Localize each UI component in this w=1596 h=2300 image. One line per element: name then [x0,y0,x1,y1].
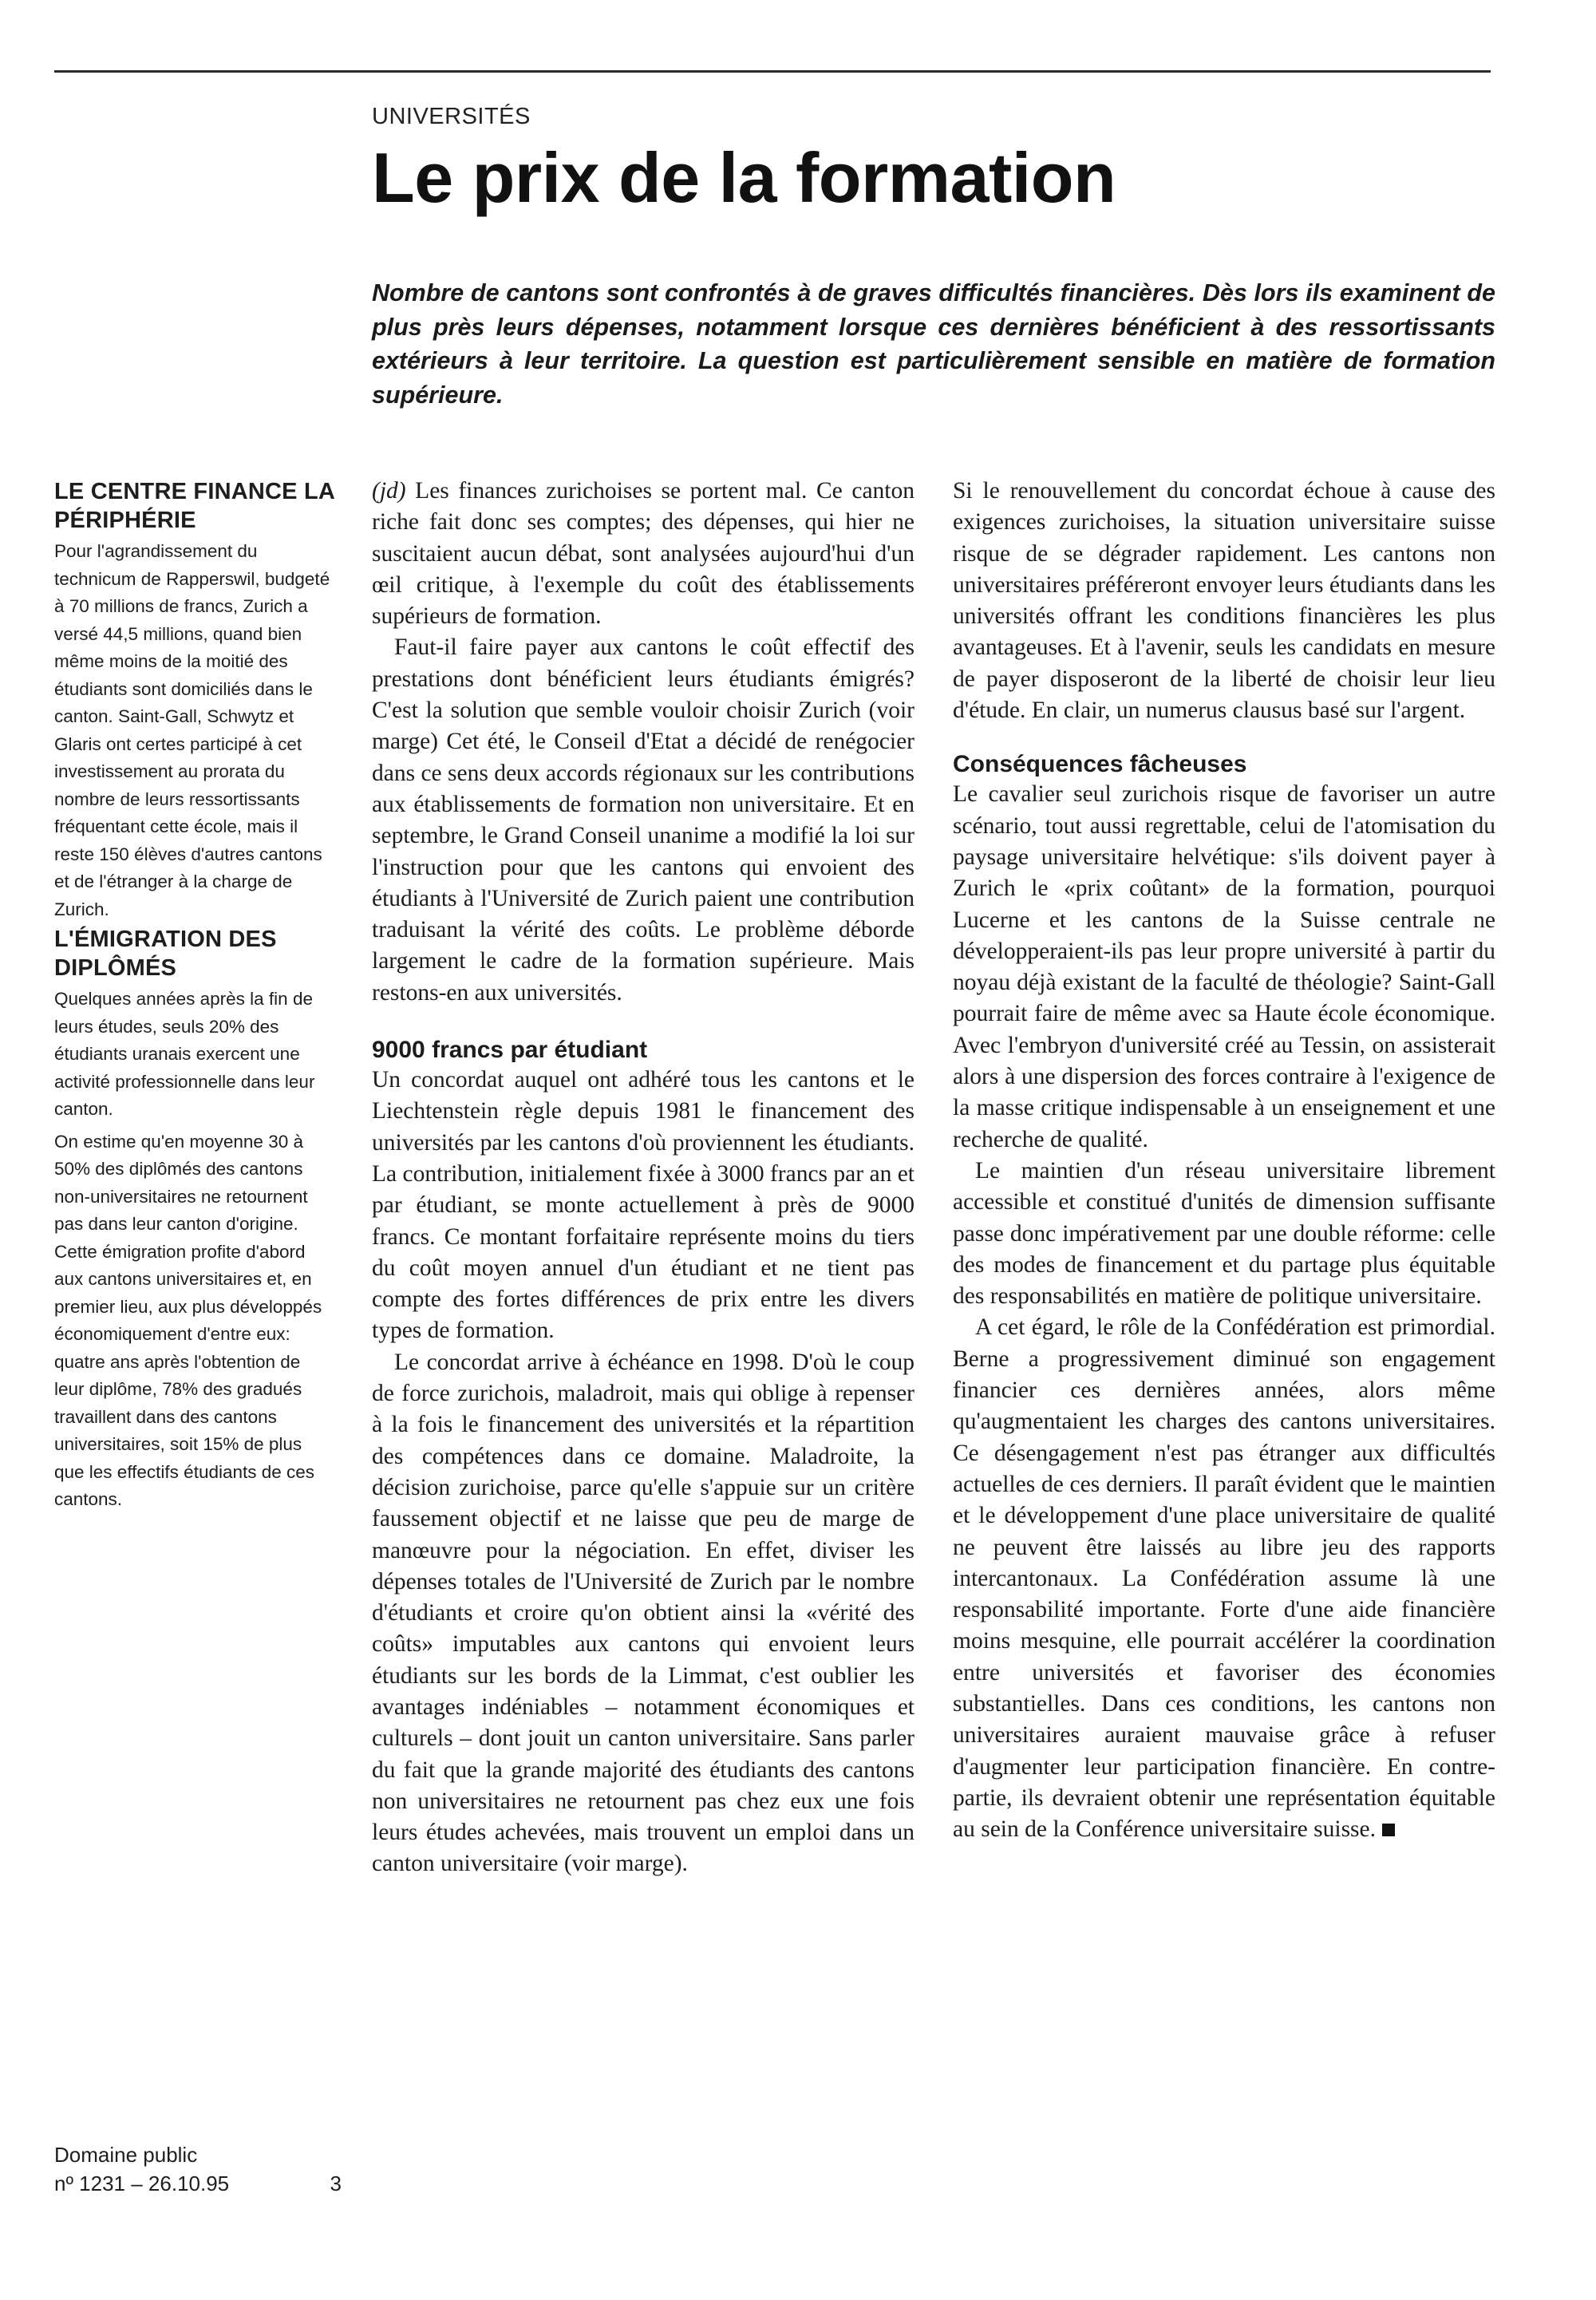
subheading-consequences: Conséquences fâcheuses [953,751,1247,778]
body-text: Les finances zurichoises se portent mal. Ce canton riche fait donc ses comptes; des dépenses, qui hier ne suscitaient aucun débat, sont analysées aujourd'hui d'un œil critique, à l'exemple du coût des établissements supérieurs de formation. [372,478,915,630]
page-number: 3 [330,2172,342,2195]
sidebar-heading-centre: LE CENTRE FINANCE LA PÉRIPHÉRIE [54,479,334,533]
sidebar-heading-emigration: L'ÉMIGRATION DES DIPLÔMÉS [54,927,277,981]
sidebar-paragraph: Quelques années après la fin de leurs études, seuls 20% des étudiants uranais exercent une activité professionnelle dans leur canton. [54,989,315,1119]
article-lead: Nombre de cantons sont confrontés à de graves difficultés financières. Dès lors ils examinent de plus près leurs dépenses, notamment lorsque ces dernières bénéficient à des ressortissants extérieurs à leur territoire. La question est particulièrement sensible en matière de formation supérieure. [372,279,1495,409]
body-paragraph: Le cavalier seul zurichois risque de favoriser un autre scénario, tout aussi regrettable, celui de l'atomisation du paysage universitaire helvétique: s'ils doivent payer à Zurich le «prix coûtant» de la formation, pourquoi Lucerne et les cantons de la Suisse centrale ne développeraient-ils pas leur propre université à partir du noyau déjà existant de la faculté de théologie? Saint-Gall pourrait faire de même avec sa Haute école économique. Avec l'embryon d'université créé au Tessin, on assisterait alors à une dispersion des forces contraire à l'exigence de la masse critique indispensable à un enseignement et une recherche de qualité. [953,781,1495,1152]
article-column-2 [953,476,1495,1845]
publication-name: Domaine public [54,2143,198,2167]
end-of-article-square-icon [1382,1824,1395,1836]
body-paragraph: Si le renouvellement du concordat échoue à cause des exigences zurichoises, la situation universitaire suisse risque de se dégrader rapidement. Les cantons non universitaires préféreront envoyer leurs étudiants dans les universités offrant les conditions financières les plus avantageuses. Et à l'avenir, seuls les candidats en mesure de payer disposeront de la liberté de choisir leur lieu d'étude. En clair, un numerus clausus basé sur l'argent. [953,478,1495,724]
article-column-1 [372,476,915,1880]
body-paragraph [953,1312,1495,1845]
body-paragraph: Un concordat auquel ont adhéré tous les cantons et le Liechtenstein règle depuis 1981 le financement des universités par les cantons d'où proviennent les étudiants. La contribution, initialement fixée à 3000 francs par an et par étudiant, se monte actuellement à près de 9000 francs. Ce montant forfaitaire représente moins du tiers du coût moyen annuel d'un étudiant et ne tient pas compte des fortes différences de prix entre les divers types de formation. [372,1067,915,1344]
page-footer [54,2140,342,2198]
issue-number-date: nº 1231 – 26.10.95 [54,2172,230,2195]
body-paragraph [372,476,915,632]
margin-sidebar [54,477,335,1514]
body-paragraph: Le concordat arrive à échéance en 1998. D'où le coup de force zurichois, maladroit, mais qui oblige à repenser à la fois le financement des universités et la répartition des compétences dans ce domaine. Maladroite, la décision zurichoise, parce qu'elle s'appuie sur un critère faussement objectif et ne laisse que peu de marge de manœuvre pour la négociation. En effet, diviser les dépenses totales de l'Université de Zurich par le nombre d'étudiants et croire qu'on obtient ainsi la «vérité des coûts» imputables aux cantons qui envoient leurs étudiants sur les bords de la Limmat, c'est oublier les avantages indéniables – notamment économiques et culturels – dont jouit un canton universitaire. Sans parler du fait que la grande majorité des étudiants des cantons non universitaires ne retournent pas chez eux une fois leurs études achevées, mais trouvent un emploi dans un canton universitaire (voir marge). [372,1349,915,1877]
body-paragraph: Faut-il faire payer aux cantons le coût effectif des prestations dont bénéficient leurs étudiants émigrés? C'est la solution que semble vouloir choisir Zurich (voir marge) Cet été, le Conseil d'Etat a décidé de renégocier dans ce sens deux accords régionaux sur les contributions aux établissements de formation non universitaire. Et en septembre, le Grand Conseil unanime a modifié la loi sur l'instruction pour que les cantons qui envoient des étudiants à l'Université de Zurich paient une contribution traduisant la vérité des coûts. Le problème déborde largement le cadre de la formation supérieure. Mais restons-en aux universités. [372,634,915,1006]
article-header [372,104,1497,219]
article-title: Le prix de la formation [372,138,1116,217]
subheading-9000-francs: 9000 francs par étudiant [372,1037,648,1064]
section-kicker: UNIVERSITÉS [372,104,531,129]
author-initials: (jd) [372,478,406,504]
body-text: A cet égard, le rôle de la Confédération est primordial. Berne a progressivement diminué son engagement financier ces dernières années, alors même qu'augmentaient les charges des cantons universitaires. Ce désengagement n'est pas étranger aux difficultés actuelles de ces derniers. Il paraît évident que le maintien et le développement d'une place universitaire de qualité ne peuvent être laissés au libre jeu des rapports intercantonaux. La Confédération assume là une responsabilité importante. Forte d'une aide financière moins mesquine, elle pourrait accélérer la coordination entre universités et favoriser des économies substantielles. Dans ces conditions, les cantons non universitaires auraient mauvaise grâce à refuser d'augmenter leur participation financière. En contre-partie, ils devraient obtenir une représentation équitable au sein de la Conférence universitaire suisse. [953,1314,1495,1843]
sidebar-paragraph: On estime qu'en moyenne 30 à 50% des diplômés des cantons non-universitaires ne retournent pas dans leur canton d'origine. Cette émigration profite d'abord aux cantons universitaires et, en premier lieu, aux plus développés économiquement d'entre eux: quatre ans après l'obtention de leur diplôme, 78% des gradués travaillent dans des cantons universitaires, soit 15% de plus que les effectifs étudiants de ces cantons. [54,1131,322,1509]
body-paragraph: Le maintien d'un réseau universitaire librement accessible et constitué d'unités de dimension suffisante passe donc impérativement par une double réforme: celle des modes de financement et du partage plus équitable des responsabilités en matière de politique universitaire. [953,1157,1495,1310]
top-rule [54,70,1491,73]
sidebar-paragraph: Pour l'agrandissement du technicum de Rapperswil, budgeté à 70 millions de francs, Zurich a versé 44,5 millions, quand bien même moins de la moitié des étudiants sont domiciliés dans le canton. Saint-Gall, Schwytz et Glaris ont certes participé à cet investissement au prorata du nombre de leurs ressortissants fréquentant cette école, mais il reste 150 élèves d'autres cantons et de l'étranger à la charge de Zurich. [54,541,330,919]
